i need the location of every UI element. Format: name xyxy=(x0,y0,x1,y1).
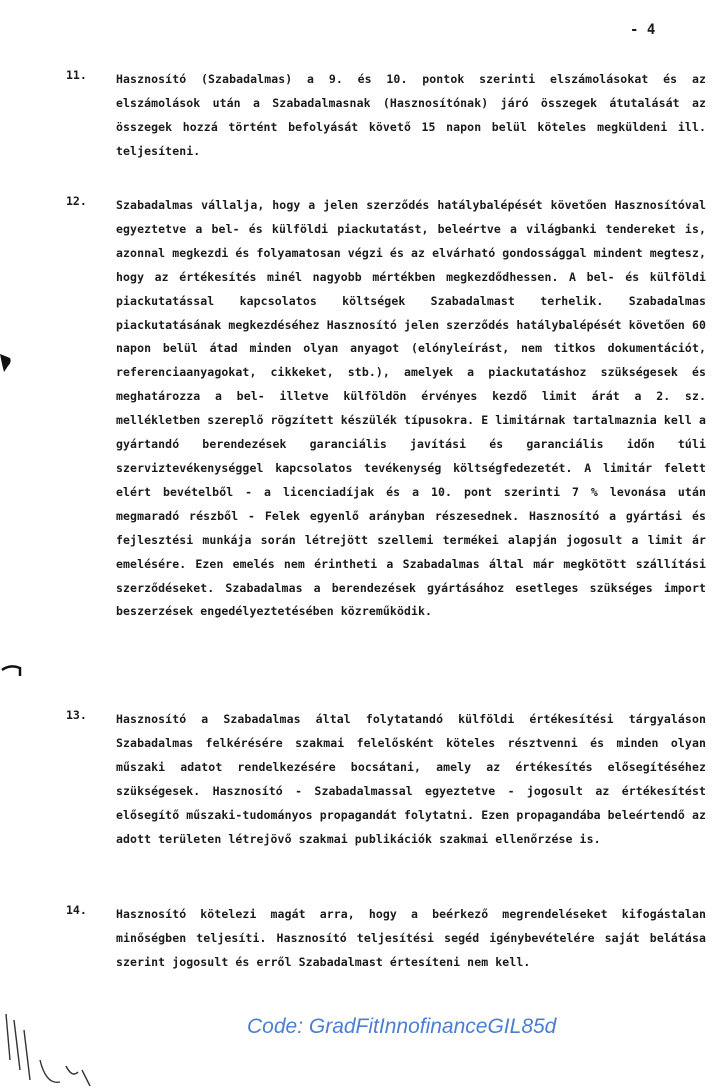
page-number: - 4 xyxy=(630,22,656,38)
clause-number: 14. xyxy=(66,903,87,917)
clause-text: Hasznosító a Szabadalmas által folytatandó külföldi értékesítési tárgyaláson Szabadalmas felkérésére szakmai felelősként köteles résztvenni és minden olyan műszaki adatot rendelkezésére bocsátani, amely az értékesítés elősegítéséhez szükségesek. Hasznosító - Szabadalmassal egyeztetve - jogosult az értékesítést elősegítő műszaki-tudományos propagandát folytatni. Ezen propagandába beleértendő az adott területen létrejövő szakmai publikációk szakmai ellenőrzése is. xyxy=(116,712,706,846)
clause-number: 12. xyxy=(66,194,87,208)
punch-hole-mark xyxy=(0,352,14,374)
clause-text: Szabadalmas vállalja, hogy a jelen szerződés hatálybalépését követően Hasznosítóval egyeztetve a bel- és külföldi piackutatást, beleértve a világbanki tendereket is, azonnal megkezdi és folyamatosan végzi és az elvárható gondossággal mindent megtesz, hogy az értékesítés minél nagyobb mértékben megkezdődhessen. A bel- és külföldi piackutatással kapcsolatos költségek Szabadalmast terhelik. Szabadalmas piackutatásának megkezdéséhez Hasznosító jelen szerződés hatálybalépését követően 60 napon belül átad minden olyan anyagot (elónyleírást, nem titkos dokumentációt, referenciaanyagokat, cikkeket, stb.), amelyek a piackutatáshoz szükségesek és meghatározza a bel- illetve külföldön érvényes kezdő limit árát a 2. sz. mellékletben szereplő rögzített készülék típusokra. E limitárnak tartalmaznia kell a gyártandó berendezések garanciális javítási és garanciális időn túli szerviztevékenységgel kapcsolatos tevékenység költségfedezetét. A limitár felett elért bevételből - a licenciadíjak és a 10. pont szerinti 7 % levonása után megmaradó részből - Felek egyenlő arányban részesednek. Hasznosító a gyártási és fejlesztési munkája során létrejött szellemi termékei alapján jogosult a limit ár emelésére. Ezen emelés nem érintheti a Szabadalmas által már megkötött szállítási szerződéseket. Szabadalmas a berendezések gyártásához esetleges szükséges import beszerzések engedélyeztetésében közreműködik. xyxy=(116,198,706,619)
clause-number: 11. xyxy=(66,68,87,82)
clause-text: Hasznosító (Szabadalmas) a 9. és 10. pontok szerinti elszámolásokat és az elszámolások után a Szabadalmasnak (Hasznosítónak) járó összegek átutalását az összegek hozzá történt befolyását követő 15 napon belül köteles megküldeni ill. teljesíteni. xyxy=(116,72,706,158)
clause-number: 13. xyxy=(66,708,87,722)
clause-text: Hasznosító kötelezi magát arra, hogy a beérkező megrendeléseket kifogástalan minőségben teljesíti. Hasznosító teljesítési segéd igénybevételére saját belátása szerint jogosult és erről Szabadalmast értesíteni nem kell. xyxy=(116,907,706,969)
handwritten-signature xyxy=(0,1010,110,1090)
code-stamp: Code: GradFitInnofinanceGIL85d xyxy=(247,1015,557,1038)
punch-hole-mark xyxy=(0,662,24,678)
